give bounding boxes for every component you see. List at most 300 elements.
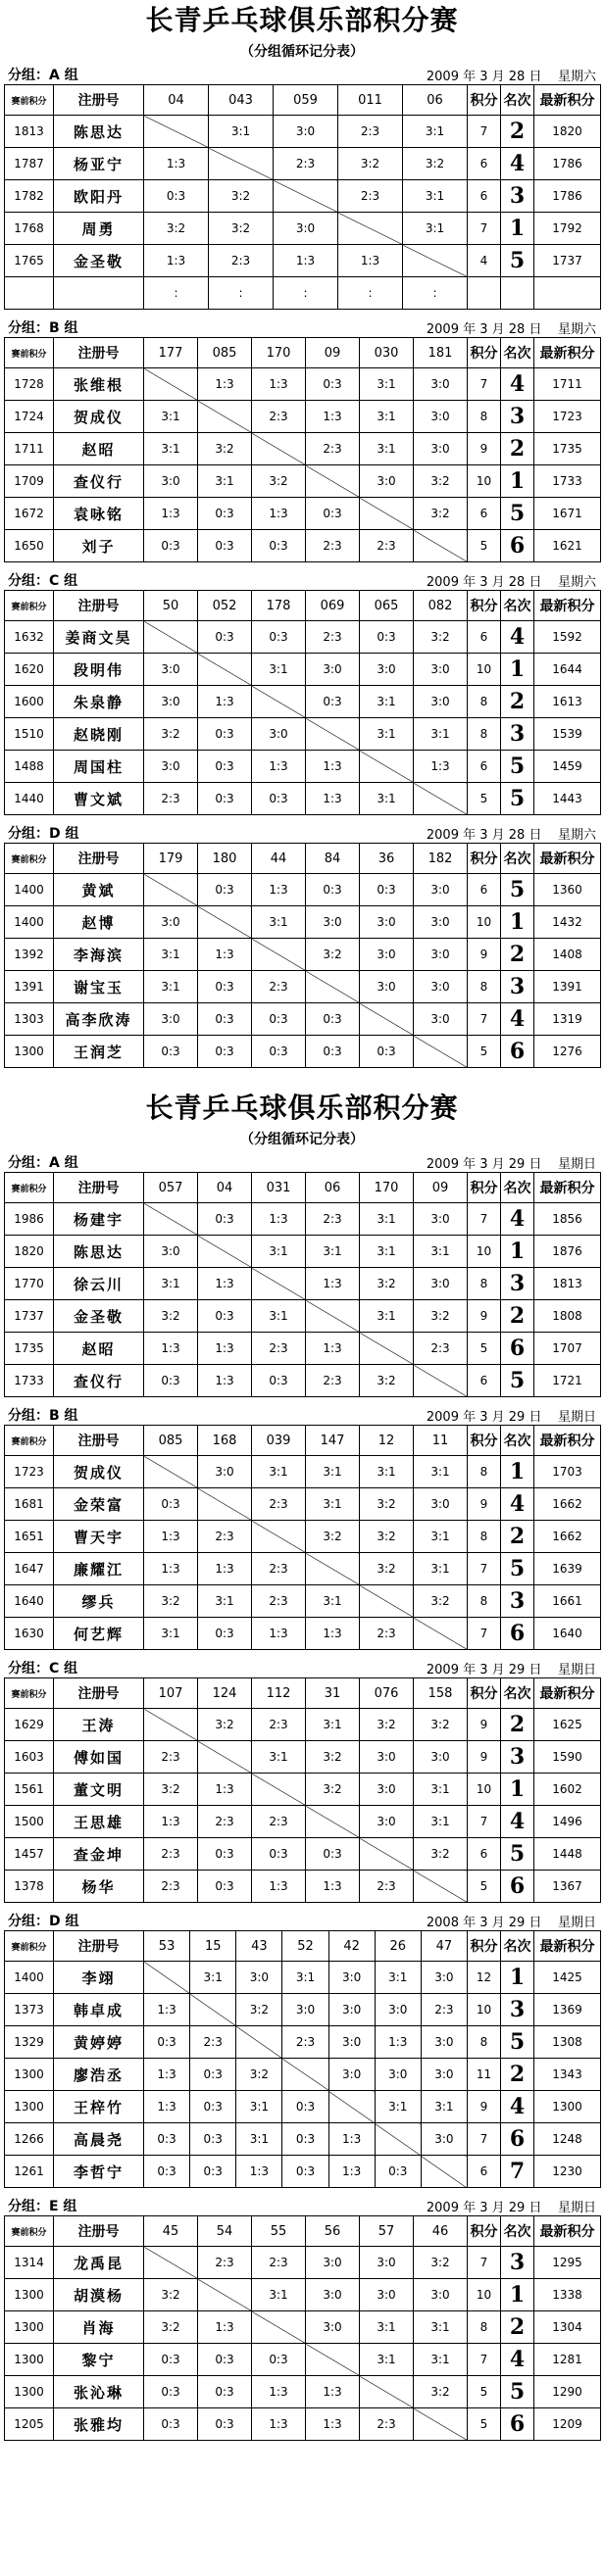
pre-points: 1300	[5, 2311, 54, 2344]
match-score: 0:3	[144, 530, 198, 562]
match-score: 3:0	[421, 2059, 467, 2091]
match-score: 3:0	[414, 1741, 468, 1774]
new-points: 1319	[534, 1003, 601, 1036]
player-name: 欧阳丹	[54, 180, 144, 213]
pre-points: 1303	[5, 1003, 54, 1036]
player-name: 张维根	[54, 368, 144, 401]
total-points	[468, 277, 501, 310]
group-table	[4, 1172, 601, 1397]
group-table	[4, 1677, 601, 1903]
self-match-cell	[252, 1521, 306, 1553]
header-points: 积分	[468, 1678, 501, 1709]
match-score: 3:0	[360, 939, 414, 971]
header-opponent-id: 170	[360, 1173, 414, 1203]
player-name: 肖海	[54, 2311, 144, 2344]
match-score: 0:3	[198, 874, 252, 906]
match-score: 3:2	[144, 1300, 198, 1333]
pre-points: 1651	[5, 1521, 54, 1553]
table-row	[5, 654, 601, 686]
match-score: 2:3	[198, 1806, 252, 1838]
self-match-cell	[198, 1236, 252, 1268]
match-score: 2:3	[338, 180, 403, 213]
new-points: 1443	[534, 783, 601, 815]
group-header	[4, 63, 600, 84]
match-score: 2:3	[306, 433, 360, 465]
group-spacer	[0, 2441, 604, 2447]
match-score: 0:3	[144, 1488, 198, 1521]
match-score: 0:3	[375, 2156, 421, 2188]
header-opponent-id: 082	[414, 591, 468, 621]
table-header-row	[5, 1678, 601, 1709]
rank	[501, 277, 534, 310]
header-new-points: 最新积分	[534, 844, 601, 874]
header-opponent-id: 076	[360, 1678, 414, 1709]
header-opponent-id: 26	[375, 1931, 421, 1962]
player-name: 杨亚宁	[54, 148, 144, 180]
table-row	[5, 2123, 601, 2156]
header-pre-points: 赛前积分	[5, 1678, 54, 1709]
player-name: 傅如国	[54, 1741, 144, 1774]
rank: 3	[501, 2247, 534, 2279]
self-match-cell	[144, 116, 209, 148]
table-row	[5, 2156, 601, 2188]
group-header	[4, 316, 600, 337]
header-rank: 名次	[501, 85, 534, 116]
match-score: 3:0	[414, 654, 468, 686]
match-score: 3:1	[414, 1456, 468, 1488]
group-header	[4, 1403, 600, 1425]
match-score: 3:1	[144, 1268, 198, 1300]
match-score: 2:3	[360, 530, 414, 562]
pre-points: 1640	[5, 1585, 54, 1618]
player-name: 陈思达	[54, 116, 144, 148]
player-name: 陈思达	[54, 1236, 144, 1268]
self-match-cell	[375, 2123, 421, 2156]
group-weekday: 星期日	[557, 1410, 596, 1425]
header-registration: 注册号	[54, 1678, 144, 1709]
header-pre-points: 赛前积分	[5, 2216, 54, 2247]
match-score: 3:0	[306, 654, 360, 686]
table-row	[5, 686, 601, 718]
group-name: 分组：C 组	[8, 573, 78, 589]
match-score: 3:0	[328, 1994, 375, 2026]
match-score: 1:3	[144, 2059, 190, 2091]
group-table	[4, 843, 601, 1068]
match-score: 0:3	[360, 621, 414, 654]
player-name: 缪兵	[54, 1585, 144, 1618]
rank: 4	[501, 1003, 534, 1036]
group-date: 2009 年 3 月 28 日	[426, 70, 542, 84]
group-date-line	[427, 66, 596, 84]
new-points: 1813	[534, 1268, 601, 1300]
match-score: 3:1	[252, 906, 306, 939]
match-score: :	[274, 277, 338, 310]
table-header-row	[5, 1931, 601, 1962]
header-registration: 注册号	[54, 338, 144, 368]
self-match-cell	[328, 2091, 375, 2123]
match-score: 0:3	[198, 1203, 252, 1236]
match-score: 3:0	[375, 1994, 421, 2026]
new-points: 1662	[534, 1488, 601, 1521]
self-match-cell	[306, 465, 360, 498]
match-score: 1:3	[306, 2376, 360, 2408]
match-score: 3:1	[414, 1553, 468, 1585]
new-points: 1338	[534, 2279, 601, 2311]
rank: 2	[501, 686, 534, 718]
rank: 6	[501, 1036, 534, 1068]
match-score: 3:1	[360, 686, 414, 718]
match-score: 3:1	[360, 1456, 414, 1488]
rank: 2	[501, 433, 534, 465]
header-points: 积分	[468, 338, 501, 368]
match-score: 3:2	[144, 718, 198, 751]
new-points: 1590	[534, 1741, 601, 1774]
match-score: 2:3	[274, 148, 338, 180]
total-points: 5	[468, 783, 501, 815]
group-header	[4, 1909, 600, 1930]
player-name: 张雅均	[54, 2408, 144, 2441]
match-score: 1:3	[306, 783, 360, 815]
page-title: 长青乒乓球俱乐部积分赛	[145, 4, 459, 36]
header-pre-points: 赛前积分	[5, 1931, 54, 1962]
pre-points: 1378	[5, 1871, 54, 1903]
header-opponent-id: 84	[306, 844, 360, 874]
header-rank: 名次	[500, 1931, 533, 1962]
pre-points: 1300	[5, 2091, 54, 2123]
header-opponent-id: 57	[360, 2216, 414, 2247]
match-score: 1:3	[144, 1521, 198, 1553]
match-score: 0:3	[252, 1036, 306, 1068]
player-name: 段明伟	[54, 654, 144, 686]
table-row	[5, 1618, 601, 1650]
match-score: 1:3	[198, 2311, 252, 2344]
match-score: 1:3	[198, 939, 252, 971]
rank: 1	[501, 465, 534, 498]
header-opponent-id: 04	[198, 1173, 252, 1203]
match-score: 3:0	[421, 2026, 467, 2059]
match-score: 3:1	[360, 1236, 414, 1268]
match-score: 1:3	[338, 245, 403, 277]
group-date: 2009 年 3 月 29 日	[426, 1663, 542, 1677]
match-score: 3:0	[144, 654, 198, 686]
match-score: 3:1	[306, 1488, 360, 1521]
rank: 4	[501, 2344, 534, 2376]
match-score: 1:3	[306, 401, 360, 433]
match-score: 1:3	[144, 245, 209, 277]
match-score: 1:3	[252, 2408, 306, 2441]
group-weekday: 星期六	[557, 575, 596, 590]
header-opponent-id: 181	[414, 338, 468, 368]
rank: 6	[501, 1333, 534, 1365]
header-rank: 名次	[501, 338, 534, 368]
new-points: 1432	[534, 906, 601, 939]
match-score: 2:3	[338, 116, 403, 148]
new-points: 1408	[534, 939, 601, 971]
rank: 3	[501, 1741, 534, 1774]
group-weekday: 星期日	[557, 1916, 596, 1930]
header-new-points: 最新积分	[534, 338, 601, 368]
total-points: 8	[467, 2026, 500, 2059]
match-score: 3:1	[414, 1774, 468, 1806]
match-score: 3:1	[360, 2311, 414, 2344]
match-score: 2:3	[198, 1521, 252, 1553]
match-score: 0:3	[360, 874, 414, 906]
total-points: 6	[468, 1838, 501, 1871]
rank: 1	[501, 654, 534, 686]
group-date: 2009 年 3 月 28 日	[426, 322, 542, 337]
total-points: 8	[468, 1585, 501, 1618]
match-score: 3:1	[360, 1300, 414, 1333]
match-score: 2:3	[252, 1553, 306, 1585]
self-match-cell	[252, 1268, 306, 1300]
rank: 4	[501, 368, 534, 401]
match-score: 3:1	[403, 180, 468, 213]
self-match-cell	[414, 1871, 468, 1903]
match-score: 3:1	[306, 1236, 360, 1268]
player-name: 赵昭	[54, 1333, 144, 1365]
table-row	[5, 2376, 601, 2408]
self-match-cell	[306, 971, 360, 1003]
header-opponent-id: 069	[306, 591, 360, 621]
self-match-cell	[252, 686, 306, 718]
total-points: 6	[468, 874, 501, 906]
player-name: 曹天宇	[54, 1521, 144, 1553]
match-score: 1:3	[328, 2123, 375, 2156]
new-points: 1391	[534, 971, 601, 1003]
match-score: 3:1	[360, 368, 414, 401]
rank: 2	[501, 116, 534, 148]
header-new-points: 最新积分	[533, 1931, 600, 1962]
group-block	[4, 1150, 600, 1397]
total-points: 7	[468, 2247, 501, 2279]
match-score: 3:0	[375, 2059, 421, 2091]
match-score: 3:2	[144, 213, 209, 245]
header-new-points: 最新积分	[534, 2216, 601, 2247]
pre-points: 1561	[5, 1774, 54, 1806]
match-score: 2:3	[198, 2247, 252, 2279]
table-row	[5, 277, 601, 310]
match-score: 2:3	[252, 1709, 306, 1741]
total-points: 5	[468, 1036, 501, 1068]
match-score: 0:3	[144, 1365, 198, 1397]
rank: 3	[501, 1585, 534, 1618]
match-score: 1:3	[252, 1203, 306, 1236]
self-match-cell	[360, 1333, 414, 1365]
match-score: 0:3	[306, 498, 360, 530]
group-weekday: 星期日	[557, 1157, 596, 1172]
match-score: 3:1	[144, 939, 198, 971]
match-score: 2:3	[306, 1365, 360, 1397]
group-spacer	[0, 1068, 604, 1074]
rank: 1	[500, 1962, 533, 1994]
match-score: 0:3	[190, 2123, 236, 2156]
match-score: 0:3	[252, 2344, 306, 2376]
table-row	[5, 1838, 601, 1871]
total-points: 9	[468, 1741, 501, 1774]
match-score: 3:1	[414, 2344, 468, 2376]
match-score: 0:3	[144, 2376, 198, 2408]
match-score: 3:2	[414, 1838, 468, 1871]
match-score: 2:3	[252, 401, 306, 433]
match-score: 0:3	[198, 751, 252, 783]
header-opponent-id: 15	[190, 1931, 236, 1962]
rank: 4	[500, 2091, 533, 2123]
header-rank: 名次	[501, 1678, 534, 1709]
group-header	[4, 568, 600, 590]
header-opponent-id: 182	[414, 844, 468, 874]
table-header-row	[5, 591, 601, 621]
match-score: 1:3	[198, 1553, 252, 1585]
match-score: 3:2	[198, 1709, 252, 1741]
match-score: 3:2	[360, 1709, 414, 1741]
match-score: 3:1	[360, 1203, 414, 1236]
new-points: 1786	[534, 148, 601, 180]
self-match-cell	[414, 783, 468, 815]
header-opponent-id: 31	[306, 1678, 360, 1709]
rank: 4	[501, 148, 534, 180]
match-score: 1:3	[274, 245, 338, 277]
rank: 3	[501, 718, 534, 751]
new-points: 1613	[534, 686, 601, 718]
match-score: 2:3	[306, 530, 360, 562]
table-row	[5, 530, 601, 562]
header-opponent-id: 107	[144, 1678, 198, 1709]
total-points: 7	[468, 368, 501, 401]
match-score: 3:0	[414, 368, 468, 401]
pre-points: 1510	[5, 718, 54, 751]
new-points: 1360	[534, 874, 601, 906]
self-match-cell	[360, 1838, 414, 1871]
table-row	[5, 401, 601, 433]
match-score: 3:0	[144, 906, 198, 939]
pre-points: 1457	[5, 1838, 54, 1871]
group-block	[4, 1909, 600, 2188]
match-score: 3:0	[414, 939, 468, 971]
match-score: 3:1	[198, 465, 252, 498]
self-match-cell	[144, 1709, 198, 1741]
match-score: 1:3	[144, 1994, 190, 2026]
total-points: 9	[468, 1709, 501, 1741]
table-row	[5, 1585, 601, 1618]
new-points: 1786	[534, 180, 601, 213]
header-points: 积分	[468, 2216, 501, 2247]
match-score: 1:3	[306, 1871, 360, 1903]
player-name: 贺成仪	[54, 1456, 144, 1488]
group-name: 分组：D 组	[8, 1914, 79, 1929]
self-match-cell	[414, 530, 468, 562]
table-row	[5, 718, 601, 751]
match-score: 0:3	[144, 2026, 190, 2059]
match-score: 1:3	[198, 1774, 252, 1806]
header-opponent-id: 170	[252, 338, 306, 368]
total-points: 10	[468, 906, 501, 939]
pre-points: 1787	[5, 148, 54, 180]
match-score: 0:3	[198, 621, 252, 654]
self-match-cell	[198, 654, 252, 686]
match-score: 1:3	[198, 1365, 252, 1397]
group-block	[4, 1403, 600, 1650]
match-score: 3:1	[403, 116, 468, 148]
match-score: 1:3	[306, 1333, 360, 1365]
header-opponent-id: 09	[306, 338, 360, 368]
pre-points: 1723	[5, 1456, 54, 1488]
header-new-points: 最新积分	[534, 1173, 601, 1203]
match-score: 3:2	[414, 1585, 468, 1618]
match-score: 3:2	[144, 1774, 198, 1806]
pre-points: 1266	[5, 2123, 54, 2156]
new-points: 1662	[534, 1521, 601, 1553]
match-score: 3:0	[274, 213, 338, 245]
new-points: 1707	[534, 1333, 601, 1365]
total-points: 7	[468, 1003, 501, 1036]
match-score: 0:3	[252, 1003, 306, 1036]
match-score: 3:1	[144, 401, 198, 433]
group-name: 分组：E 组	[8, 2199, 77, 2214]
match-score: 3:1	[360, 2344, 414, 2376]
total-points: 7	[468, 1553, 501, 1585]
self-match-cell	[414, 1618, 468, 1650]
match-score: 2:3	[144, 1838, 198, 1871]
match-score: 3:0	[328, 2059, 375, 2091]
group-date-line	[427, 571, 596, 590]
self-match-cell	[144, 1203, 198, 1236]
player-name: 王润芝	[54, 1036, 144, 1068]
match-score: 0:3	[306, 1036, 360, 1068]
header-opponent-id: 04	[144, 85, 209, 116]
match-score: 0:3	[198, 498, 252, 530]
match-score: 0:3	[198, 1871, 252, 1903]
match-score: 3:2	[144, 2311, 198, 2344]
table-row	[5, 1456, 601, 1488]
new-points: 1602	[534, 1774, 601, 1806]
self-match-cell	[274, 180, 338, 213]
header-opponent-id: 052	[198, 591, 252, 621]
match-score: 3:1	[360, 401, 414, 433]
table-row	[5, 1488, 601, 1521]
total-points: 6	[467, 2156, 500, 2188]
new-points: 1735	[534, 433, 601, 465]
table-row	[5, 213, 601, 245]
table-row	[5, 1333, 601, 1365]
match-score: 3:1	[414, 718, 468, 751]
match-score: 3:2	[414, 498, 468, 530]
self-match-cell	[209, 148, 274, 180]
match-score: 0:3	[282, 2156, 328, 2188]
header-opponent-id: 47	[421, 1931, 467, 1962]
total-points: 6	[468, 1365, 501, 1397]
match-score: :	[338, 277, 403, 310]
group-weekday: 星期日	[557, 1663, 596, 1677]
header-registration: 注册号	[54, 844, 144, 874]
header-registration: 注册号	[54, 591, 144, 621]
group-header	[4, 2194, 600, 2215]
new-points: 1671	[534, 498, 601, 530]
total-points: 7	[468, 1618, 501, 1650]
match-score: 1:3	[306, 751, 360, 783]
rank: 1	[501, 1456, 534, 1488]
match-score: 3:1	[375, 2091, 421, 2123]
header-registration: 注册号	[54, 1931, 144, 1962]
match-score: 3:0	[328, 2026, 375, 2059]
match-score: 0:3	[198, 1300, 252, 1333]
player-name: 赵博	[54, 906, 144, 939]
header-registration: 注册号	[54, 85, 144, 116]
self-match-cell	[360, 2376, 414, 2408]
total-points: 7	[468, 1203, 501, 1236]
new-points: 1792	[534, 213, 601, 245]
table-row	[5, 2408, 601, 2441]
match-score: 3:1	[198, 1585, 252, 1618]
